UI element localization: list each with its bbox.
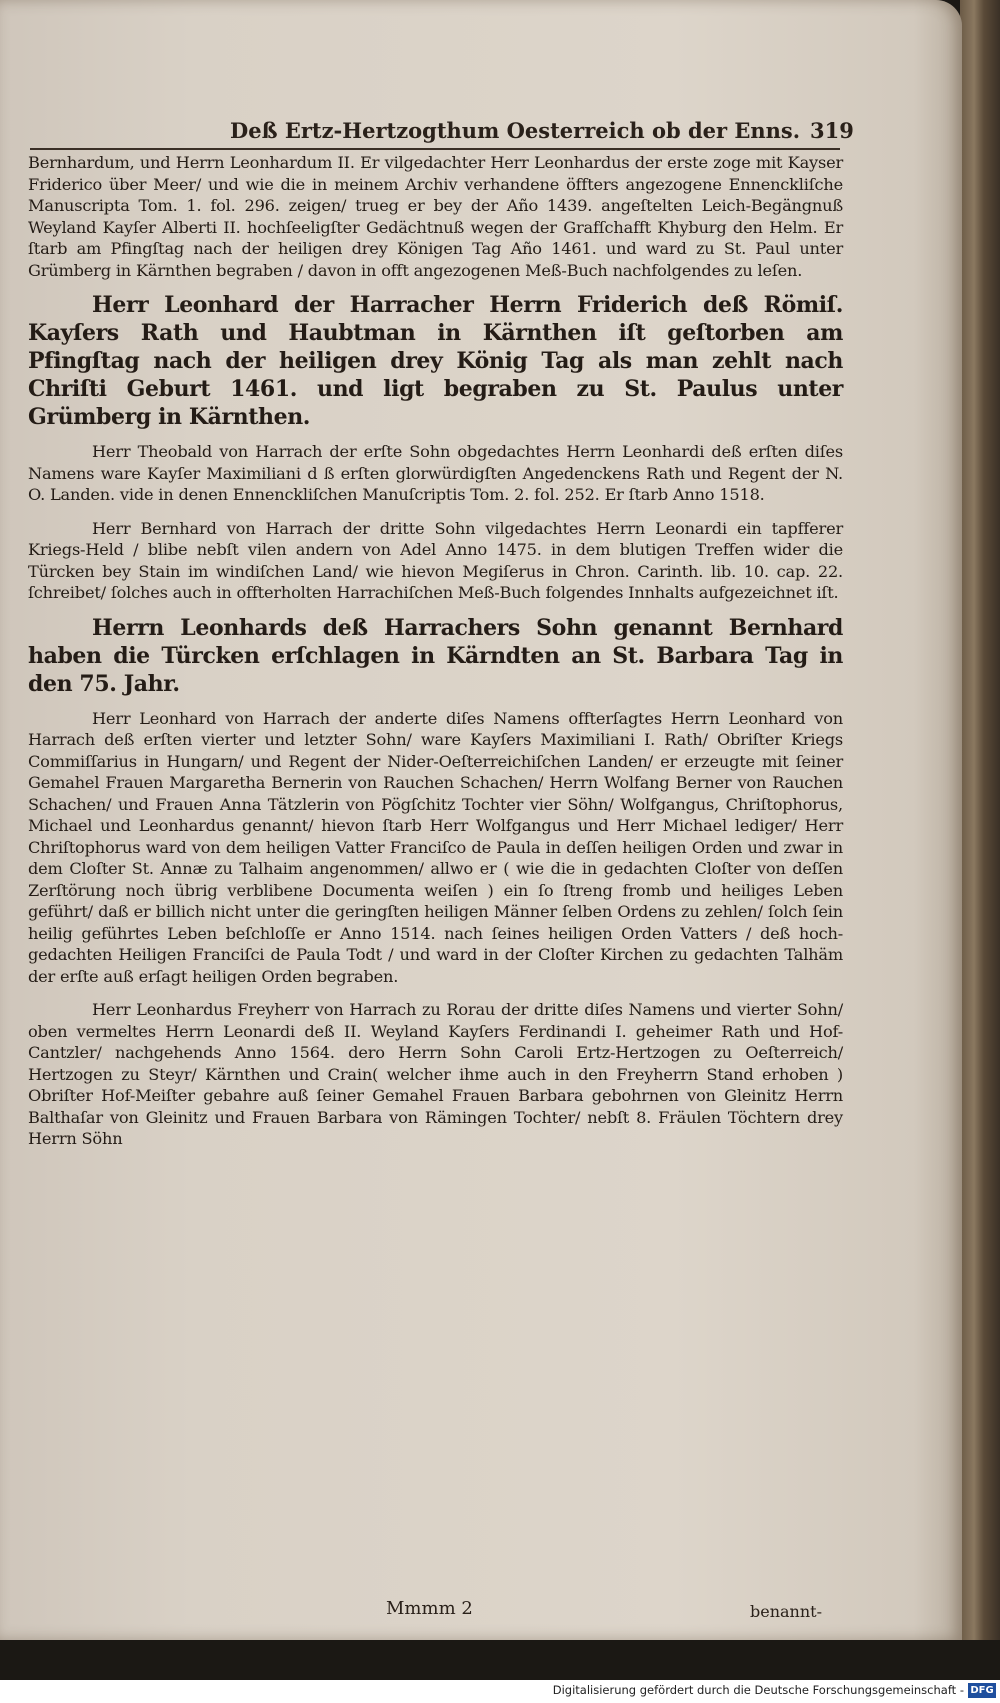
catchword: benannt- bbox=[750, 1602, 822, 1621]
book-edge bbox=[960, 0, 1000, 1640]
quoted-entry-bernhard: Herrn Leonhards deß Harrachers Sohn genannt Bernhard haben die Türcken erſchlagen in Kärndten an St. Barbara Tag in den 75. Jahr. bbox=[28, 614, 843, 697]
paragraph-leonhard-2: Herr Leonhard von Harrach der anderte diſes Namens offterſagtes Herrn Leonhard von Harrach deß erſten vierter und letzter Sohn/ ware Kayſers Maximiliani I. Rath/ Obriſter Kriegs Commiſſarius in Hungarn/ und Regent der Nider-Oeſterreichiſchen Landen/ er erzeugte mit ſeiner Gemahel Frauen Margaretha Bernerin von Rauchen Schachen/ Herrn Wolfang Berner von Rauchen Schachen/ und Frauen Anna Tätzlerin von Pögſchitz Tochter vier Söhn/ Wolfgangus, Chriſtophorus, Michael und Leonhardus genannt/ hievon ſtarb Herr Wolfgangus und Herr Michael lediger/ Herr Chriſtophorus ward von dem heiligen Vatter Franciſco de Paula in deſſen heiligen Orden und zwar in dem Cloſter St. Annæ zu Talhaim angenommen/ allwo er ( wie die in gedachten Cloſter von deſſen Zerſtörung noch übrig verblibene Documenta weiſen ) ein ſo ſtreng fromb und heiliges Leben geführt/ daß er billich nicht unter die geringſten heiligen Männer ſelben Ordens zu zehlen/ ſolch ſein heilig geführtes Leben beſchloſſe er Anno 1514. nach ſeines heiligen Orden Vatters / deß hoch-gedachten Heiligen Franciſci de Paula Todt / und ward in der Cloſter Kirchen zu gedachten Talhäm der erſte auß erſagt heiligen Orden begraben. bbox=[28, 708, 843, 986]
header-rule bbox=[30, 148, 840, 150]
paragraph-theobald: Herr Theobald von Harrach der erſte Sohn obgedachtes Herrn Leonhardi deß erſten diſes Namens ware Kayſer Maximiliani d ß erſten glorwürdigſten Angedenckens Rath und Regent der N. O. Landen. vide in denen Ennenckliſchen Manuſcriptis Tom. 2. fol. 252. Er ſtarb Anno 1518. bbox=[28, 442, 843, 504]
credit-bar bbox=[0, 1680, 1000, 1703]
spacer bbox=[28, 506, 843, 518]
quoted-entry-leonhard: Herr Leonhard der Harracher Herrn Friderich deß Römiſ. Kayſers Rath und Haubtman in Kärnthen iſt geſtorben am Pfingſtag nach der heiligen drey König Tag als man zehlt nach Chriſti Geburt 1461. und ligt begraben zu St. Paulus unter Grümberg in Kärnthen. bbox=[28, 292, 843, 430]
dfg-logo-icon: DFG bbox=[968, 1683, 996, 1698]
paragraph-continuation: Bernhardum, und Herrn Leonhardum II. Er vilgedachter Herr Leonhardus der erste zoge mit Kayser Friderico über Meer/ und wie die in meinem Archiv verhandene öffters angezogene Ennenckliſche Manuscripta Tom. 1. fol. 296. zeigen/ trueg er bey der Año 1439. angeſtelten Leich-Begängnuß Weyland Kayſer Alberti II. hochſeeligſter Gedächtnuß wegen der Grafſchafft Khyburg den Helm. Er ſtarb am Pfingſtag nach der heiligen drey Königen Tag Año 1461. und ward zu St. Paul unter Grümberg in Kärnthen begraben / davon in offt angezogenen Meß-Buch nachfolgendes zu leſen. bbox=[28, 153, 843, 280]
paragraph-leonhard-3: Herr Leonhardus Freyherr von Harrach zu Rorau der dritte diſes Namens und vierter Sohn/ oben vermeltes Herrn Leonardi deß II. Weyland Kayſers Ferdinandi I. geheimer Rath und Hof-Cantzler/ nachgehends Anno 1564. dero Herrn Sohn Caroli Ertz-Hertzogen zu Oeſterreich/ Hertzogen zu Steyr/ Kärnthen und Crain( welcher ihme auch in den Freyherrn Stand erhoben ) Obriſter Hof-Meiſter gebahre auß ſeiner Gemahel Frauen Barbara gebohrnen von Gleinitz Herrn Balthaſar von Gleinitz und Frauen Barbara von Rämingen Tochter/ nebſt 8. Fräulen Töchtern drey Herrn Söhn bbox=[28, 1000, 843, 1148]
page-footer bbox=[30, 1598, 850, 1628]
running-title: Deß Ertz-Hertzogthum Oesterreich ob der Enns. bbox=[230, 118, 801, 143]
paragraph-bernhard: Herr Bernhard von Harrach der dritte Sohn vilgedachtes Herrn Leonardi ein tapfferer Kriegs-Held / blibe nebſt vilen andern von Adel Anno 1475. in dem blutigen Treffen wider die Türcken bey Stain im windiſchen Land/ wie hievon Megiſerus in Chron. Carinth. lib. 10. cap. 22. ſchreibet/ ſolches auch in offterholten Harrachiſchen Meß-Buch folgendes Innhalts aufgezeichnet iſt. bbox=[28, 518, 843, 602]
page-number: 319 bbox=[810, 118, 854, 143]
spacer bbox=[28, 987, 843, 999]
signature-mark: Mmmm 2 bbox=[386, 1598, 473, 1619]
text-block bbox=[28, 152, 843, 1150]
funding-credit: Digitalisierung gefördert durch die Deutsche Forschungsgemeinschaft - bbox=[552, 1683, 964, 1697]
